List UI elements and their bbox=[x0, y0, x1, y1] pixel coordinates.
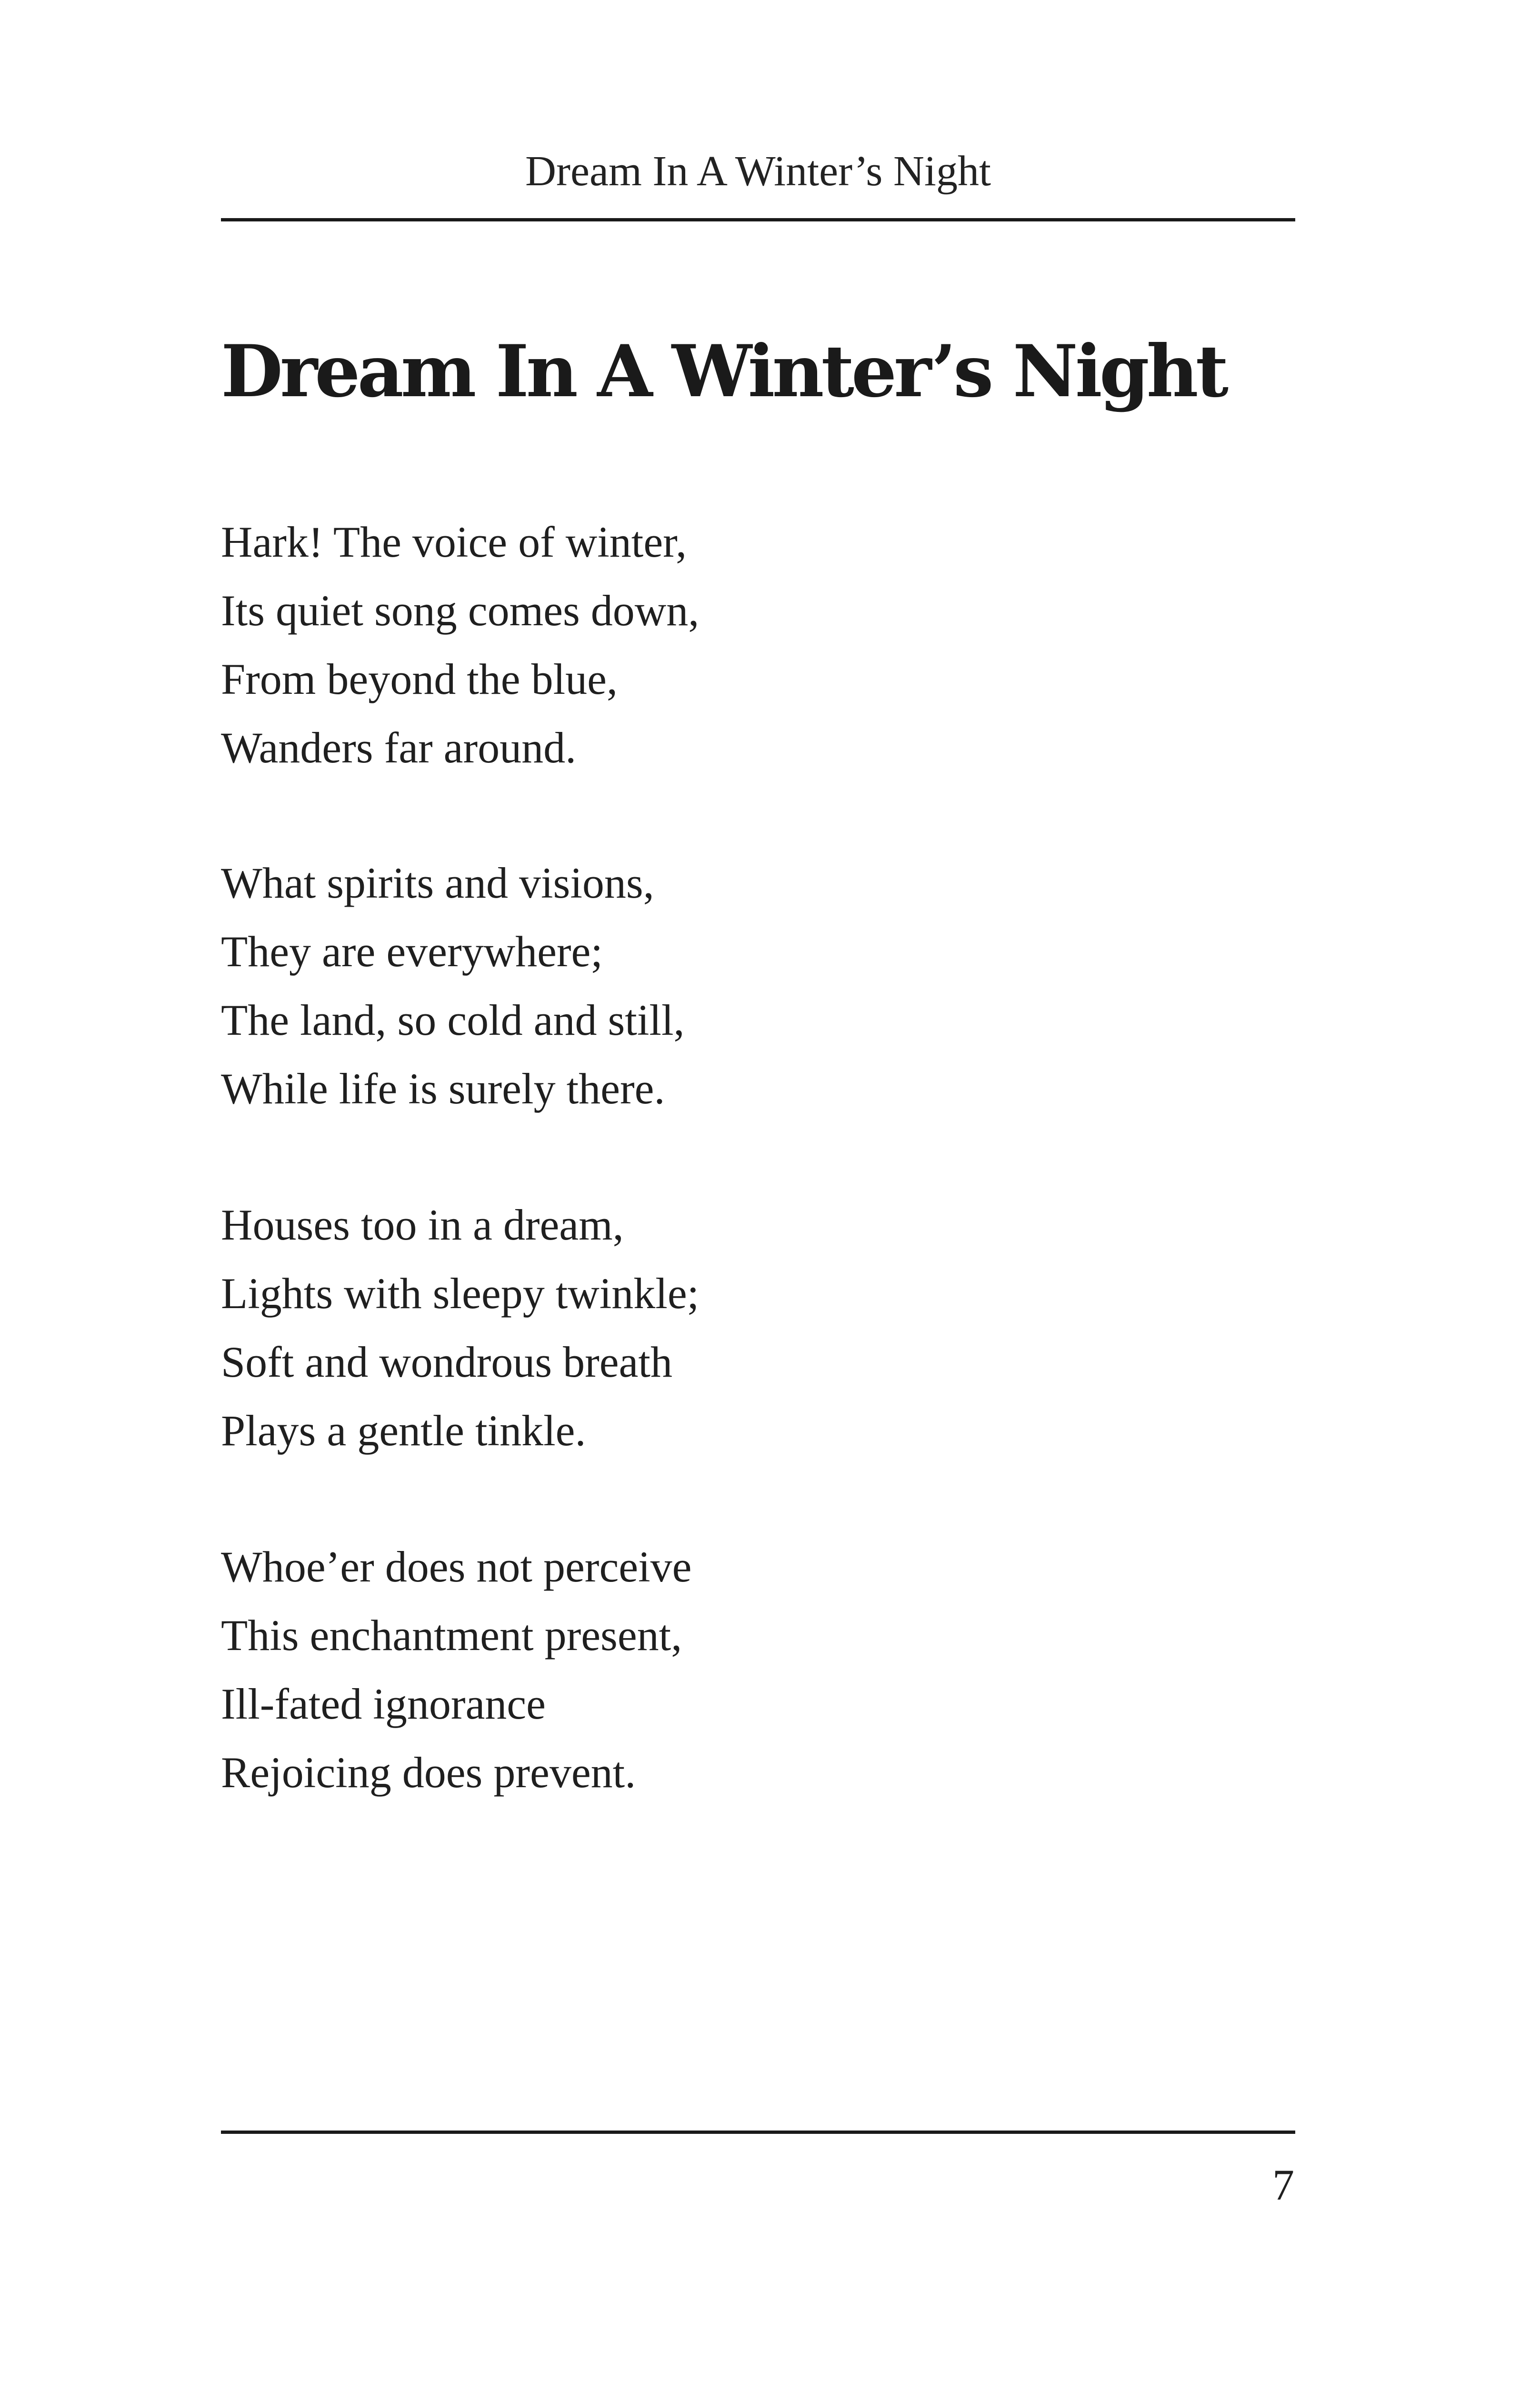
poem-line: Whoe’er does not perceive bbox=[221, 1542, 692, 1591]
running-header-title: Dream In A Winter’s Night bbox=[525, 148, 991, 195]
poem-line: While life is surely there. bbox=[221, 1064, 665, 1113]
stanza-1 bbox=[221, 508, 699, 782]
poem-line: Plays a gentle tinkle. bbox=[221, 1406, 586, 1455]
poem-line: What spirits and visions, bbox=[221, 859, 654, 907]
header-divider bbox=[221, 218, 1295, 221]
poem-line: Its quiet song comes down, bbox=[221, 586, 700, 635]
poem-line: Soft and wondrous breath bbox=[221, 1338, 672, 1386]
page-number: 7 bbox=[1272, 2161, 1294, 2209]
stanza-2 bbox=[221, 849, 685, 1123]
poem-line: Wanders far around. bbox=[221, 723, 577, 772]
poem-line: They are everywhere; bbox=[221, 927, 603, 976]
poem-line: From beyond the blue, bbox=[221, 655, 618, 703]
poem-line: The land, so cold and still, bbox=[221, 996, 685, 1044]
poem-line: Ill-fated ignorance bbox=[221, 1680, 546, 1728]
poem-title: Dream In A Winter’s Night bbox=[221, 330, 1226, 413]
stanza-4 bbox=[221, 1532, 692, 1807]
poem-line: Houses too in a dream, bbox=[221, 1201, 624, 1249]
poem-line: This enchantment present, bbox=[221, 1611, 682, 1660]
poem-line: Rejoicing does prevent. bbox=[221, 1748, 636, 1797]
footer-divider bbox=[221, 2131, 1295, 2134]
poem-line: Lights with sleepy twinkle; bbox=[221, 1269, 700, 1318]
poem-line: Hark! The voice of winter, bbox=[221, 518, 687, 566]
stanza-3 bbox=[221, 1190, 699, 1465]
